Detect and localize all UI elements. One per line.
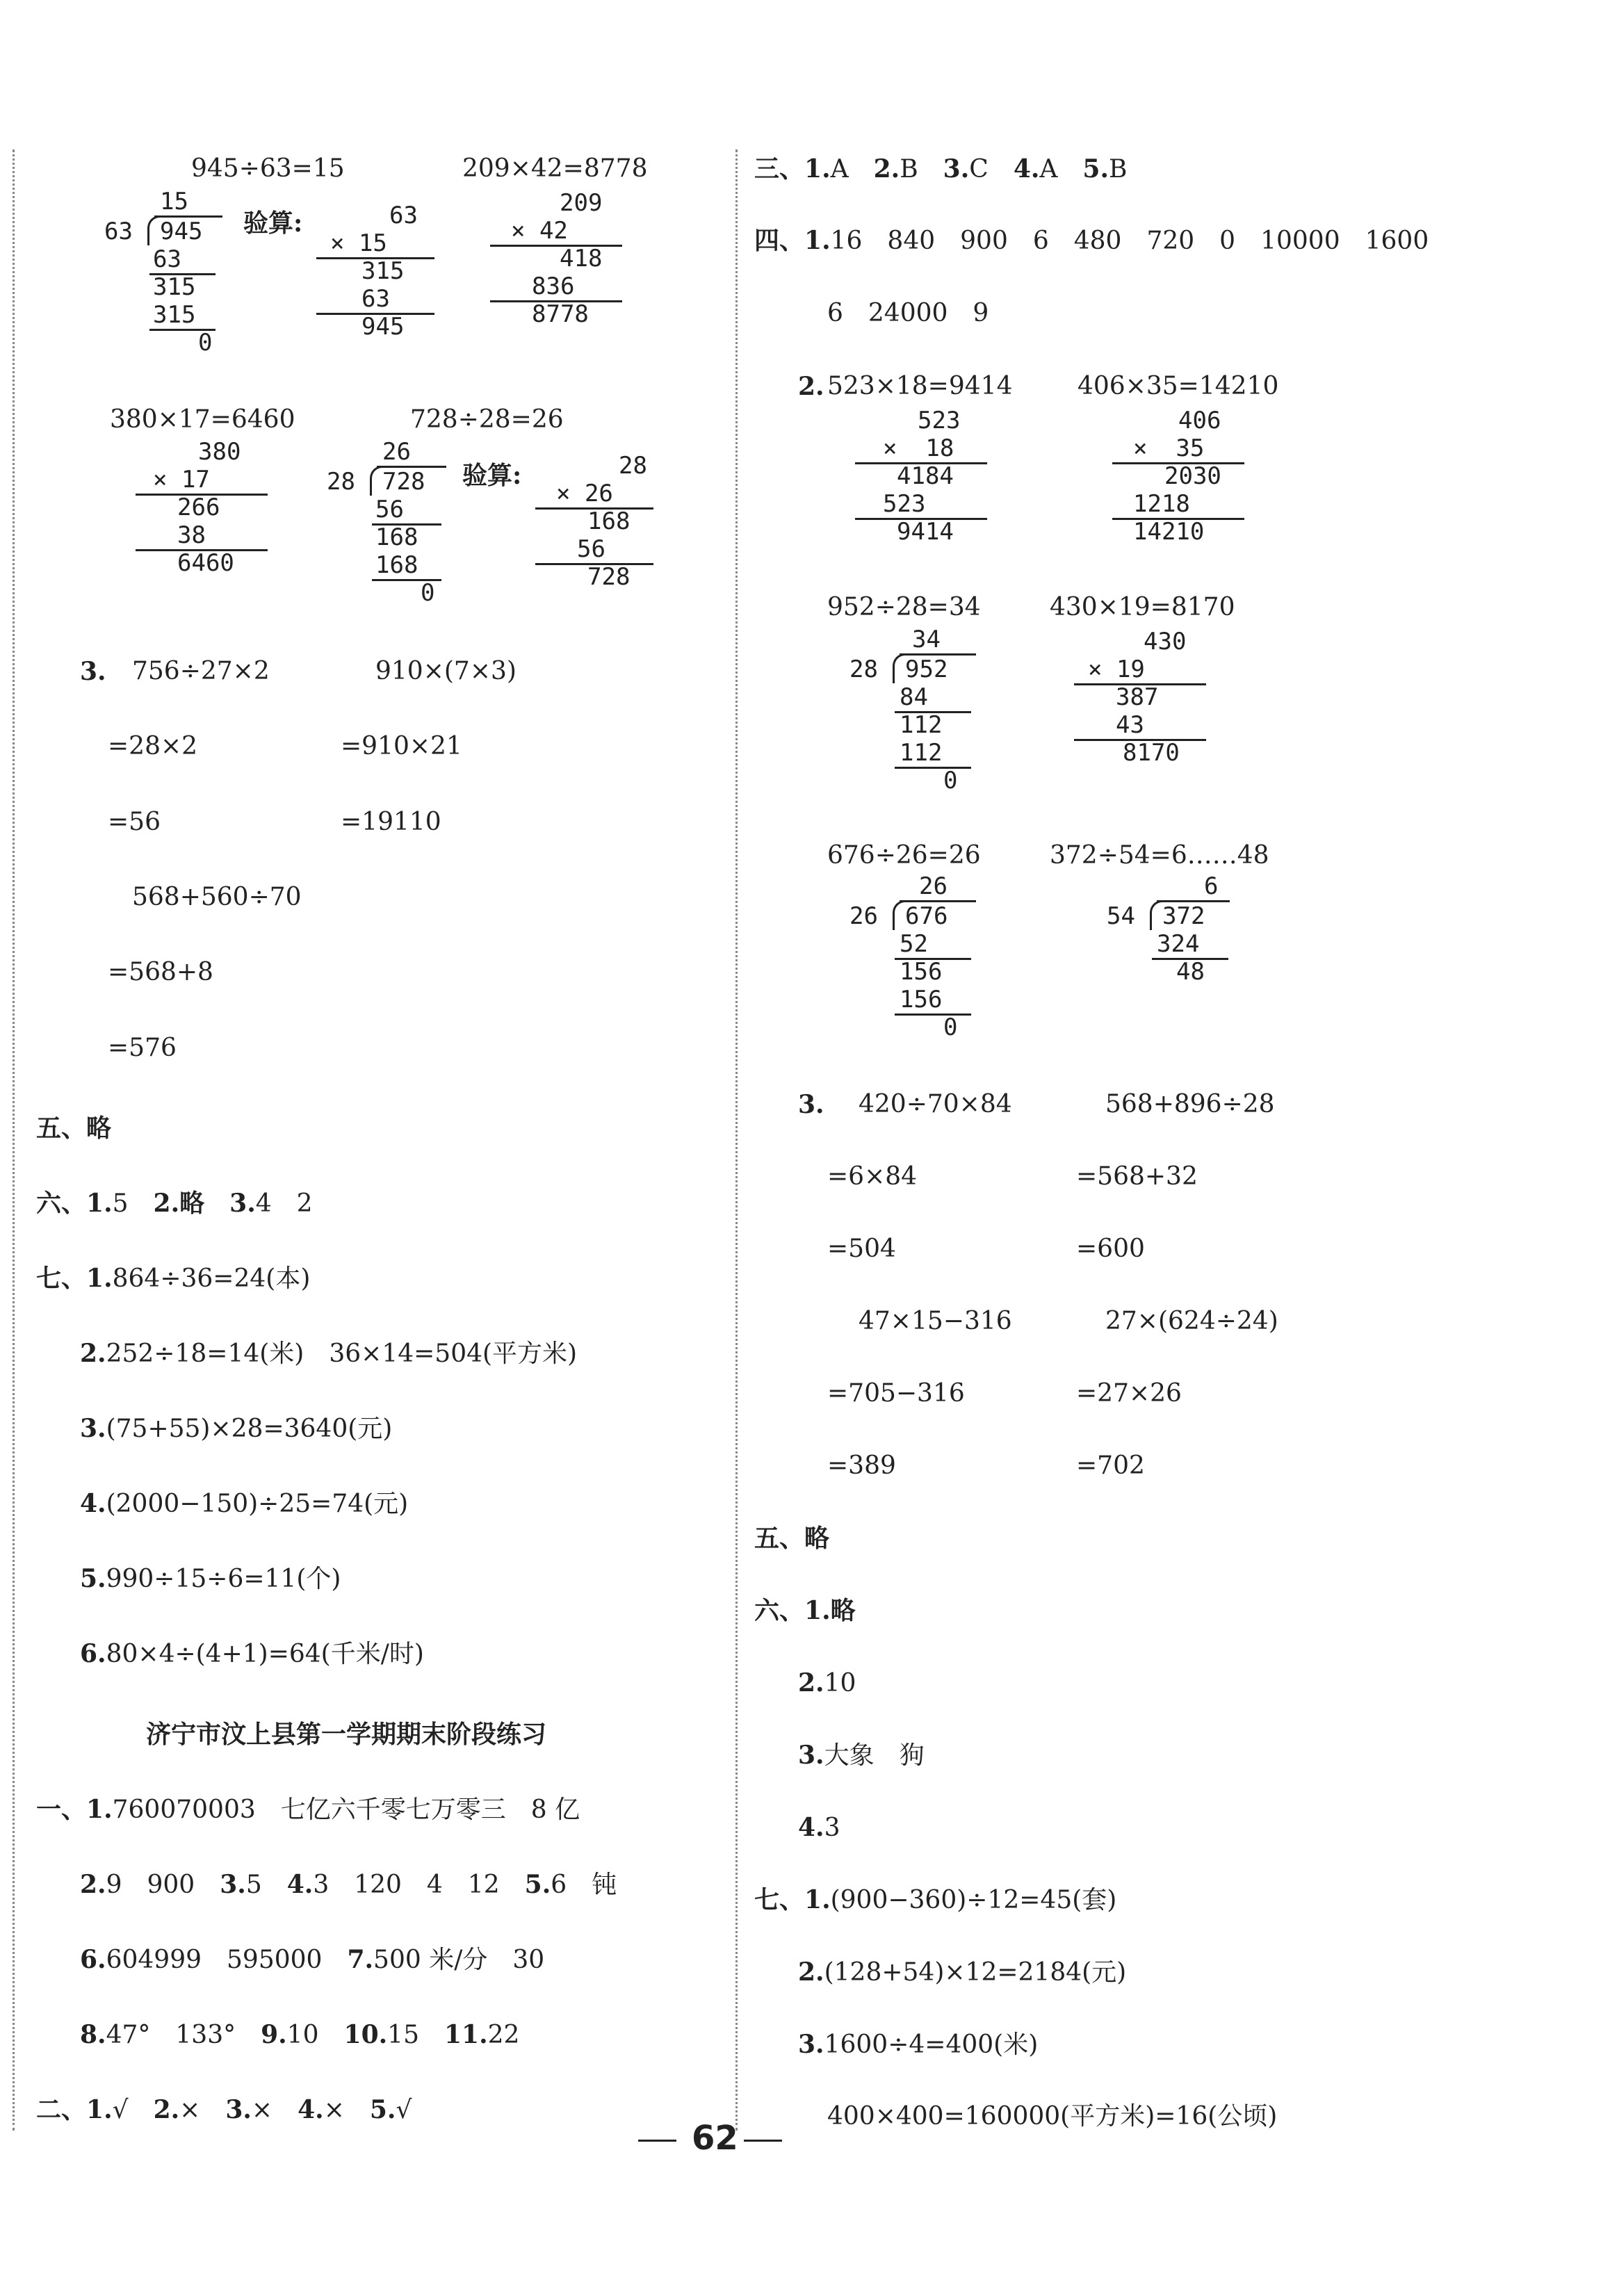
divisor: 28 [327,468,355,496]
section-4-item-1: 四、1.16 840 900 6 480 720 0 10000 1600 [754,226,1429,255]
product: 8778 [532,300,589,328]
section-6-item-3: 3.大象 狗 [798,1741,925,1770]
divisor: 26 [849,902,878,930]
product: 9414 [897,518,954,546]
partial-product: 523 [883,490,926,518]
partial-product: 387 [1116,683,1159,711]
step: 168 [375,551,418,579]
factor: 28 [619,452,647,480]
expression-step: =576 [108,1034,177,1062]
section-7-item-3: 3.(75+55)×28=3640(元) [80,1414,393,1443]
factor: × 35 [1133,434,1205,462]
step: 112 [900,739,943,767]
factor: × 17 [153,466,210,494]
expression-step: =19110 [341,808,441,836]
calc-heading: 406×35=14210 [1078,372,1279,400]
partial-product: 836 [532,272,575,300]
partial-product: 4184 [897,462,954,490]
step: 112 [900,711,943,739]
factor: × 26 [556,480,613,507]
page-number-dash-left [638,2140,676,2142]
calc-heading: 728÷28=26 [410,405,564,434]
partial-product: 1218 [1133,490,1190,518]
expression: 568+560÷70 [132,883,302,911]
page-number: 62 [692,2119,738,2158]
expression: 756÷27×2 [132,657,270,685]
remainder: 0 [421,579,435,607]
factor: 63 [389,202,418,229]
dividend: 945 [160,218,203,245]
factor: × 18 [883,434,954,462]
factor: × 19 [1088,656,1145,683]
section-4-item-1-cont: 6 24000 9 [827,299,989,327]
check-label: 验算: [243,209,303,238]
remainder: 48 [1176,958,1205,986]
dividend: 372 [1162,902,1205,930]
quotient: 6 [1204,872,1219,900]
expression-step: =504 [827,1235,896,1263]
exam-title: 济宁市汶上县第一学期期末阶段练习 [146,1720,547,1749]
expression-step: =27×26 [1076,1379,1182,1408]
partial-product: 2030 [1164,462,1221,490]
page-number-dash-right [744,2140,782,2142]
section-7-item-3-cont: 400×400=160000(平方米)=16(公顷) [827,2102,1278,2131]
section-7-item-2: 2.252÷18=14(米) 36×14=504(平方米) [80,1339,578,1368]
quotient: 26 [382,438,411,466]
calc-heading: 209×42=8778 [462,154,648,183]
section-7-item-4: 4.(2000−150)÷25=74(元) [80,1489,409,1518]
section-7-item-5: 5.990÷15÷6=11(个) [80,1564,341,1593]
step: 52 [900,930,928,958]
calc-heading: 945÷63=15 [191,154,345,183]
partial-product: 43 [1116,711,1144,739]
factor: 209 [560,189,603,217]
expression-step: =702 [1076,1451,1145,1480]
section-3: 三、1.A 2.B 3.C 4.A 5.B [754,154,1128,184]
expression-step: =389 [827,1451,896,1480]
step: 56 [375,496,404,523]
section-7-item-6: 6.80×4÷(4+1)=64(千米/时) [80,1639,424,1668]
expression: 568+896÷28 [1105,1090,1275,1118]
step: 324 [1157,930,1200,958]
quotient: 34 [912,626,941,653]
factor: 523 [918,407,961,434]
factor: 406 [1178,407,1221,434]
section-7-item-2: 2.(128+54)×12=2184(元) [798,1957,1127,1987]
exam-section-1-line-2: 2.9 900 3.5 4.3 120 4 12 5.6 钝 [80,1870,617,1899]
partial-product: 168 [587,507,631,535]
divisor: 28 [849,656,878,683]
left-margin-rule [13,149,15,2131]
expression-step: =28×2 [108,732,198,760]
section-6-item-1: 六、1.略 [754,1596,856,1625]
product: 8170 [1123,739,1180,767]
question-number: 3. [80,657,106,686]
step: 315 [153,301,196,329]
exam-section-1-line-3: 6.604999 595000 7.500 米/分 30 [80,1945,545,1974]
section-7-item-1: 七、1.(900−360)÷12=45(套) [754,1885,1117,1914]
exam-section-1-line-1: 一、1.760070003 七亿六千零七万零三 8 亿 [36,1795,580,1824]
expression: 910×(7×3) [375,657,517,685]
partial-product: 56 [577,535,605,563]
dividend: 952 [905,656,948,683]
calc-heading: 380×17=6460 [110,405,295,434]
step: 63 [153,245,181,273]
exam-section-1-line-4: 8.47° 133° 9.10 10.15 11.22 [80,2020,520,2049]
dividend: 676 [905,902,948,930]
product: 6460 [177,549,234,577]
factor: × 15 [330,229,387,257]
section-7-item-3: 3.1600÷4=400(米) [798,2030,1039,2059]
divisor: 54 [1107,902,1135,930]
expression-step: =600 [1076,1235,1145,1263]
product: 728 [587,563,631,591]
partial-product: 418 [560,245,603,272]
remainder: 0 [943,767,958,795]
expression-step: =56 [108,808,161,836]
partial-product: 38 [177,521,206,549]
calc-heading: 952÷28=34 [827,593,981,621]
factor: 430 [1144,628,1187,656]
partial-product: 266 [177,494,220,521]
step: 156 [900,958,943,986]
remainder: 0 [943,1013,958,1041]
product: 945 [361,313,405,341]
factor: × 42 [511,217,568,245]
expression-step: =568+32 [1076,1162,1198,1191]
calc-heading: 523×18=9414 [827,372,1013,400]
partial-product: 63 [361,285,390,313]
factor: 380 [198,438,241,466]
expression-step: =568+8 [108,958,213,986]
expression-step: =705−316 [827,1379,965,1408]
question-number: 2. [798,372,824,401]
exam-section-2: 二、1.√ 2.× 3.× 4.× 5.√ [36,2095,412,2124]
section-6: 六、1.5 2.略 3.4 2 [36,1189,313,1218]
question-number: 3. [798,1090,824,1119]
expression: 420÷70×84 [859,1090,1012,1118]
expression: 27×(624÷24) [1105,1307,1278,1335]
section-7-item-1: 七、1.864÷36=24(本) [36,1264,311,1293]
product: 14210 [1133,518,1205,546]
expression: 47×15−316 [859,1307,1012,1335]
check-label: 验算: [462,461,522,490]
section-6-item-4: 4.3 [798,1813,840,1842]
step: 84 [900,683,928,711]
section-5: 五、略 [754,1524,830,1553]
quotient: 15 [160,188,188,215]
step: 156 [900,986,943,1013]
remainder: 0 [198,329,213,357]
expression-step: =6×84 [827,1162,918,1191]
dividend: 728 [382,468,425,496]
column-divider [735,149,738,2131]
calc-heading: 372÷54=6……48 [1050,841,1269,870]
section-5: 五、略 [36,1114,112,1143]
quotient: 26 [919,872,948,900]
step: 315 [153,273,196,301]
divisor: 63 [104,218,133,245]
calc-heading: 676÷26=26 [827,841,981,870]
calc-heading: 430×19=8170 [1050,593,1235,621]
step: 168 [375,523,418,551]
section-6-item-2: 2.10 [798,1668,856,1697]
partial-product: 315 [361,257,405,285]
expression-step: =910×21 [341,732,462,760]
